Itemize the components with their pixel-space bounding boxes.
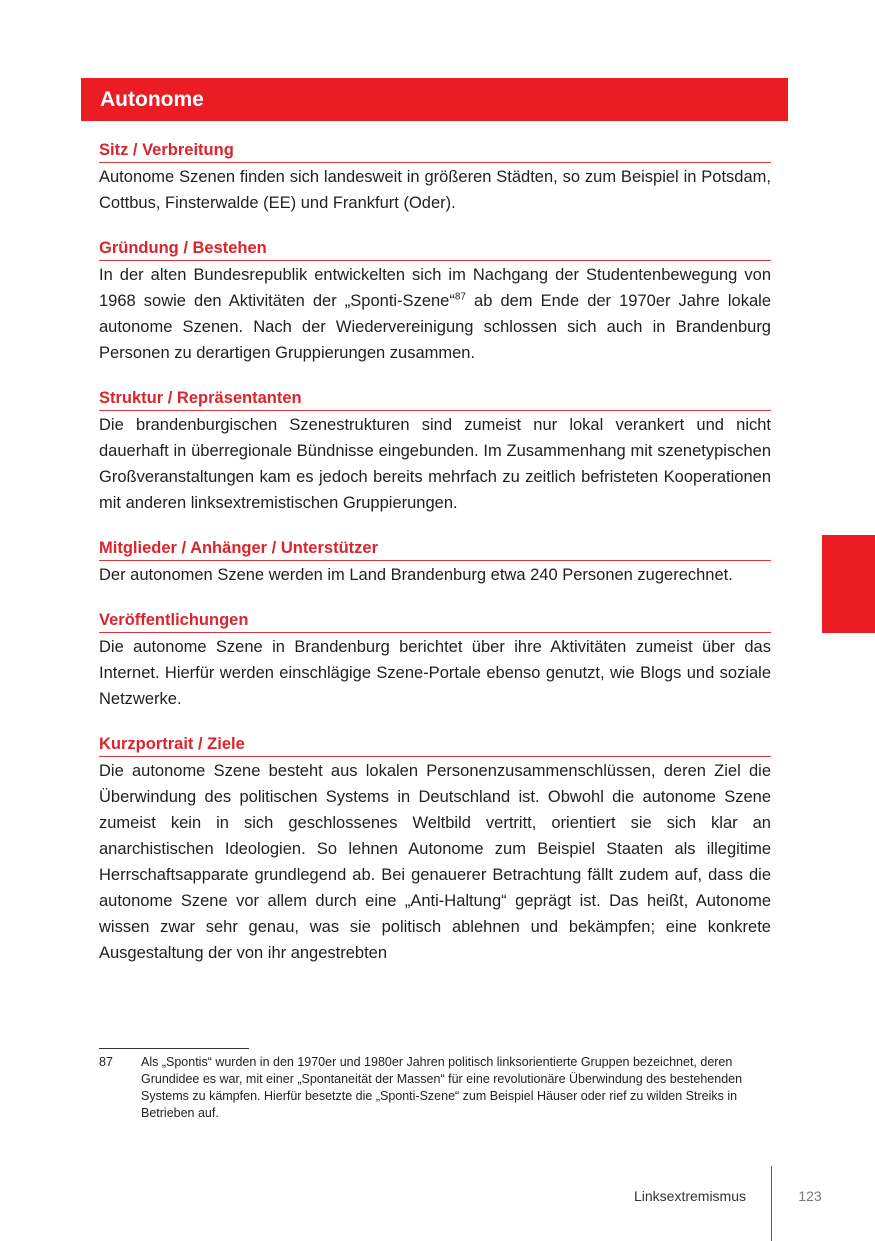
page-number: 123 (798, 1188, 822, 1204)
footer-divider (771, 1166, 772, 1241)
section-heading: Mitglieder / Anhänger / Unterstützer (99, 538, 771, 561)
footnote-reference[interactable]: 87 (454, 291, 466, 303)
section-body: Die autonome Szene besteht aus lokalen Personenzusammenschlüssen, deren Ziel die Überwindung des politischen Systems in Deutschland ist. Obwohl die autonome Szene zumeist kein in sich geschlossenes Weltbild vertritt, orientiert sie sich klar an anarchistischen Ideologien. So lehnen Autonome zum Beispiel Staaten als illegitime Herrschaftsapparate grundlegend ab. Bei genauerer Betrachtung fällt zudem auf, dass die autonome Szene vor allem durch eine „Anti-Haltung“ geprägt ist. Das heißt, Autonome wissen zwar sehr genau, was sie politisch ablehnen und bekämpfen; eine konkrete Ausgestaltung der von ihr angestrebten (99, 762, 771, 962)
section-body: Die brandenburgischen Szenestrukturen sind zumeist nur lokal verankert und nicht dauerhaft in überregionale Bündnisse eingebunden. Im Zusammenhang mit szenetypischen Großveranstaltungen kam es jedoch bereits mehrfach zu zeitlich befristeten Kooperationen mit anderen linksextremistischen Gruppierungen. (99, 416, 771, 512)
section-kurzportrait (99, 734, 771, 966)
section-heading: Veröffentlichungen (99, 610, 771, 633)
section-gruendung (99, 238, 771, 366)
section-heading: Struktur / Repräsentanten (99, 388, 771, 411)
body-text-before-footnote: In der alten Bundesrepublik entwickelten sich im Nachgang der Studentenbewegung von 1968 sowie den Aktivitäten der „Sponti-Szene“ (99, 266, 771, 310)
chapter-title-bar (81, 78, 788, 121)
body-text-after-footnote: ab dem Ende der 1970er Jahre lokale autonome Szenen. Nach der Wiedervereinigung schlossen sich auch in Brandenburg Personen zu derartigen Gruppierungen zusammen. (99, 292, 771, 362)
footnote-number: 87 (99, 1055, 113, 1069)
main-content (99, 140, 771, 988)
section-heading: Kurzportrait / Ziele (99, 734, 771, 757)
footer-section-label: Linksextremismus (633, 1188, 746, 1204)
section-sitz (99, 140, 771, 216)
section-mitglieder (99, 538, 771, 588)
section-heading: Gründung / Bestehen (99, 238, 771, 261)
section-body: Der autonomen Szene werden im Land Brandenburg etwa 240 Personen zugerechnet. (99, 566, 733, 584)
footnote-text: Als „Spontis“ wurden in den 1970er und 1980er Jahren politisch linksorientierte Gruppen bezeichnet, deren Grundidee es war, mit einer „Spontaneität der Massen“ für eine revolutionäre Überwindung des bestehenden Systems zu kämpfen. Hierfür besetzte die „Sponti-Szene“ zum Beispiel Häuser oder rief zu wilden Streiks in Betrieben auf. (141, 1055, 743, 1120)
section-heading: Sitz / Verbreitung (99, 140, 771, 163)
chapter-side-tab (822, 535, 875, 633)
section-veroeffentlichungen (99, 610, 771, 712)
chapter-title: Autonome (100, 88, 204, 111)
section-struktur (99, 388, 771, 516)
footnote (99, 1054, 771, 1122)
section-body (99, 262, 771, 366)
section-body: Autonome Szenen finden sich landesweit in größeren Städten, so zum Beispiel in Potsdam, Cottbus, Finsterwalde (EE) und Frankfurt (Oder). (99, 168, 771, 212)
section-body: Die autonome Szene in Brandenburg berichtet über ihre Aktivitäten zumeist über das Internet. Hierfür werden einschlägige Szene-Portale ebenso genutzt, wie Blogs und soziale Netzwerke. (99, 638, 771, 708)
footnote-divider (99, 1048, 249, 1049)
